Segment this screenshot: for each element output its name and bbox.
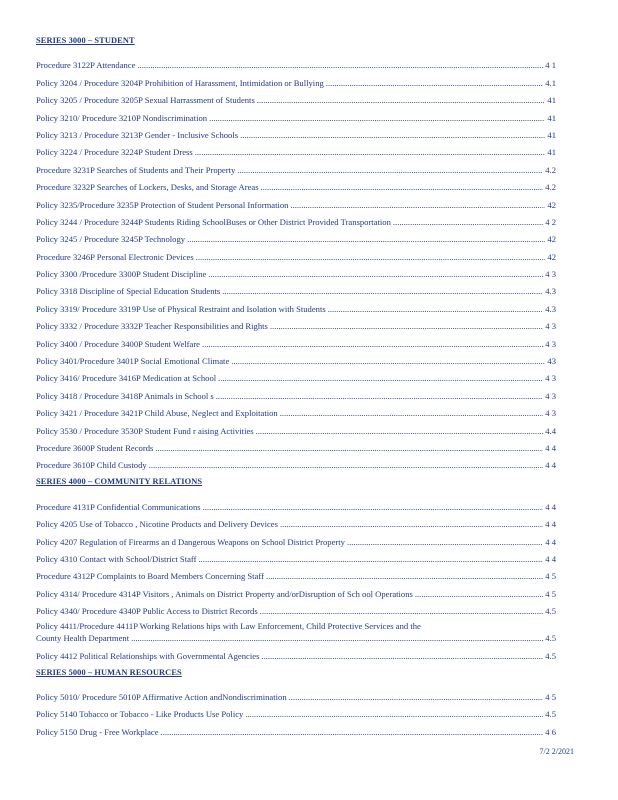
toc-entry-title: Policy 3318 Discipline of Special Education Students	[36, 286, 221, 297]
toc-entry-page: 4 4	[545, 501, 556, 512]
toc-entry-title: Policy 5150 Drug - Free Workplace	[36, 726, 159, 737]
toc-entry-page: 4 5	[545, 588, 556, 599]
dot-leader	[289, 692, 544, 703]
toc-entry[interactable]	[36, 582, 556, 599]
dot-leader	[196, 252, 546, 263]
dot-leader	[222, 286, 543, 297]
toc-entry-title: Policy 3204 / Procedure 3204P Prohibition of Harassment, Intimidation or Bullying	[36, 77, 324, 88]
toc-entry-title: Policy 4314/ Procedure 4314P Visitors , Animals on District Property and/orDisruption of Sch ool Operations	[36, 588, 413, 599]
dot-leader	[347, 537, 543, 548]
toc-entry-title: Procedure 3600P Student Records	[36, 442, 154, 453]
toc-entry[interactable]	[36, 263, 556, 280]
toc-entry-title: Policy 3213 / Procedure 3213P Gender - Inclusive Schools	[36, 129, 239, 140]
dot-leader	[149, 460, 544, 471]
toc-entry-page: 4.3	[545, 303, 556, 314]
toc-entry[interactable]	[36, 89, 556, 106]
toc-entry-title: Policy 5140 Tobacco or Tobacco - Like Products Use Policy	[36, 709, 244, 720]
toc-entry[interactable]	[36, 513, 556, 530]
dot-leader	[237, 165, 543, 176]
toc-entry-page: 4 3	[545, 338, 556, 349]
toc-entry[interactable]	[36, 193, 556, 210]
toc-entry[interactable]	[36, 245, 556, 262]
dot-leader	[131, 633, 543, 644]
toc-entry-title: Procedure 3246P Personal Electronic Devices	[36, 251, 194, 262]
toc-entry-page: 4 4	[545, 553, 556, 564]
toc-entry-title: Procedure 3232P Searches of Lockers, Desks, and Storage Areas	[36, 182, 259, 193]
dot-leader	[199, 554, 544, 565]
toc-entry[interactable]	[36, 367, 556, 384]
toc-entry-title: Policy 3205 / Procedure 3205P Sexual Harrassment of Students	[36, 95, 255, 106]
toc-entry-title: Policy 4205 Use of Tobacco , Nicotine Products and Delivery Devices	[36, 519, 278, 530]
toc-entry[interactable]	[36, 54, 556, 71]
toc-entry-title: Procedure 3122P Attendance	[36, 60, 136, 71]
dot-leader	[216, 391, 543, 402]
toc-entry[interactable]	[36, 720, 556, 737]
toc-entry[interactable]	[36, 703, 556, 720]
dot-leader	[218, 373, 543, 384]
dot-leader	[260, 606, 544, 617]
toc-entry-page: 4 4	[545, 442, 556, 453]
toc-entry[interactable]	[36, 565, 556, 582]
toc-entry[interactable]	[36, 644, 556, 661]
toc-entry-title: Policy 3235/Procedure 3235P Protection of Student Personal Information	[36, 199, 289, 210]
dot-leader	[261, 182, 544, 193]
toc-entry-title: Procedure 3231P Searches of Students and Their Property	[36, 164, 236, 175]
dot-leader	[195, 147, 546, 158]
toc-entry[interactable]	[36, 315, 556, 332]
toc-entry-title: Procedure 4312P Complaints to Board Members Concerning Staff	[36, 571, 264, 582]
toc-entry-page: 43	[547, 356, 556, 367]
toc-entry[interactable]	[36, 106, 556, 123]
toc-entry-page: 42	[547, 234, 556, 245]
toc-entry-title: Policy 4411/Procedure 4411P Working Relations hips with Law Enforcement, Child Protective Services and the	[36, 621, 421, 632]
toc-entry[interactable]	[36, 454, 556, 471]
toc-entry-title: Policy 3210/ Procedure 3210P Nondiscrimination	[36, 112, 208, 123]
toc-entry-page: 4.5	[545, 633, 556, 644]
toc-entry-page: 4.5	[545, 606, 556, 617]
toc-entry-page: 42	[547, 251, 556, 262]
toc-entry-title: Policy 3319/ Procedure 3319P Use of Physical Restraint and Isolation with Students	[36, 303, 326, 314]
toc-entry[interactable]	[36, 350, 556, 367]
toc-entry-page: 4 4	[545, 536, 556, 547]
toc-entry-page: 4 4	[545, 519, 556, 530]
toc-entry-title: Policy 4310 Contact with School/District Staff	[36, 553, 197, 564]
toc-entry-page: 41	[547, 129, 556, 140]
toc-entry[interactable]	[36, 332, 556, 349]
dot-leader	[137, 60, 543, 71]
toc-entry[interactable]	[36, 158, 556, 175]
toc-entry-title: Policy 3400 / Procedure 3400P Student Welfare	[36, 338, 200, 349]
dot-leader	[155, 443, 543, 454]
dot-leader	[270, 321, 543, 332]
toc-entry[interactable]	[36, 530, 556, 547]
toc-entry[interactable]	[36, 600, 556, 617]
dot-leader	[280, 519, 543, 530]
toc-entry-page: 4.1	[545, 77, 556, 88]
toc-entry-page: 4 3	[545, 408, 556, 419]
toc-entry-page: 4 2	[545, 216, 556, 227]
toc-entry-page: 4.2	[545, 182, 556, 193]
toc-entry-page: 4 5	[545, 571, 556, 582]
series-heading: SERIES 5000 – HUMAN RESOURCES	[36, 667, 182, 677]
toc-entry[interactable]	[36, 402, 556, 419]
dot-leader	[209, 113, 545, 124]
toc-entry-page: 42	[547, 199, 556, 210]
toc-entry-title: Policy 3245 / Procedure 3245P Technology	[36, 234, 186, 245]
toc-entry[interactable]	[36, 495, 556, 512]
toc-entry-title-cont: County Health Department	[36, 633, 130, 644]
dot-leader	[393, 217, 543, 228]
toc-entry-page: 4 3	[545, 373, 556, 384]
toc-entry-title: Policy 3300 /Procedure 3300P Student Discipline	[36, 269, 207, 280]
toc-entry-title: Policy 3421 / Procedure 3421P Child Abuse, Neglect and Exploitation	[36, 408, 278, 419]
dot-leader	[161, 727, 544, 738]
toc-entry-title: Procedure 4131P Confidential Communications	[36, 501, 201, 512]
dot-leader	[290, 200, 545, 211]
toc-entry-page: 4.3	[545, 286, 556, 297]
toc-entry-page: 4 4	[545, 460, 556, 471]
dot-leader	[328, 304, 544, 315]
toc-entry[interactable]	[36, 71, 556, 88]
toc-entry[interactable]	[36, 211, 556, 228]
dot-leader	[231, 356, 545, 367]
toc-entry-page: 4.4	[545, 425, 556, 436]
toc-entry[interactable]	[36, 548, 556, 565]
toc-entry-title: Policy 3416/ Procedure 3416P Medication at School	[36, 373, 217, 384]
series-heading: SERIES 4000 – COMMUNITY RELATIONS	[36, 477, 203, 487]
toc-entry-page: 4 6	[545, 726, 556, 737]
dot-leader	[203, 502, 544, 513]
toc-entry-page: 4.5	[545, 650, 556, 661]
dot-leader	[240, 130, 545, 141]
toc-entry-title: Policy 4340/ Procedure 4340P Public Access to District Records	[36, 606, 258, 617]
toc-entry-page: 41	[547, 95, 556, 106]
toc-entry-page: 4 3	[545, 321, 556, 332]
dot-leader	[261, 651, 543, 662]
toc-entry-page: 4 3	[545, 269, 556, 280]
dot-leader	[208, 269, 543, 280]
dot-leader	[326, 78, 543, 89]
toc-entry-title: Policy 3418 / Procedure 3418P Animals in School s	[36, 390, 214, 401]
toc-entry[interactable]	[36, 176, 556, 193]
toc-entry-title: Policy 3244 / Procedure 3244P Students Riding SchoolBuses or Other District Provided Transportation	[36, 216, 391, 227]
toc-entry-page: 4.2	[545, 164, 556, 175]
toc-entry-title: Policy 3332 / Procedure 3332P Teacher Responsibilities and Rights	[36, 321, 268, 332]
dot-leader	[202, 339, 543, 350]
series-heading: SERIES 3000 – STUDENT	[36, 36, 135, 45]
toc-entry-page: 4 3	[545, 390, 556, 401]
dot-leader	[415, 589, 543, 600]
table-of-contents	[36, 36, 556, 738]
dot-leader	[280, 408, 544, 419]
toc-entry-title: Policy 4412 Political Relationships with Governmental Agencies	[36, 650, 260, 661]
toc-entry-title: Policy 3401/Procedure 3401P Social Emotional Climate	[36, 356, 230, 367]
toc-entry[interactable]	[36, 280, 556, 297]
dot-leader	[257, 95, 546, 106]
toc-entry[interactable]	[36, 297, 556, 314]
toc-entry[interactable]	[36, 228, 556, 245]
toc-entry-title: Procedure 3610P Child Custody	[36, 460, 147, 471]
toc-entry-title: Policy 5010/ Procedure 5010P Affirmative Action andNondiscrimination	[36, 691, 287, 702]
toc-entry-page: 4.5	[545, 709, 556, 720]
toc-entry-title: Policy 3530 / Procedure 3530P Student Fund r aising Activities	[36, 425, 254, 436]
toc-entry-page: 4 1	[545, 60, 556, 71]
toc-entry[interactable]	[36, 384, 556, 401]
dot-leader	[266, 571, 543, 582]
toc-entry[interactable]	[36, 141, 556, 158]
toc-entry-page: 41	[547, 147, 556, 158]
dot-leader	[187, 234, 545, 245]
toc-entry[interactable]	[36, 686, 556, 703]
toc-entry-page: 41	[547, 112, 556, 123]
toc-entry-title: Policy 4207 Regulation of Firearms an d Dangerous Weapons on School District Property	[36, 536, 345, 547]
toc-entry-page: 4 5	[545, 691, 556, 702]
dot-leader	[245, 709, 543, 720]
dot-leader	[256, 426, 544, 437]
toc-entry[interactable]	[36, 437, 556, 454]
page-footer-date: 7/2 2/2021	[539, 747, 574, 756]
toc-entry[interactable]	[36, 621, 556, 644]
toc-entry[interactable]	[36, 124, 556, 141]
toc-entry[interactable]	[36, 419, 556, 436]
toc-entry-title: Policy 3224 / Procedure 3224P Student Dress	[36, 147, 193, 158]
